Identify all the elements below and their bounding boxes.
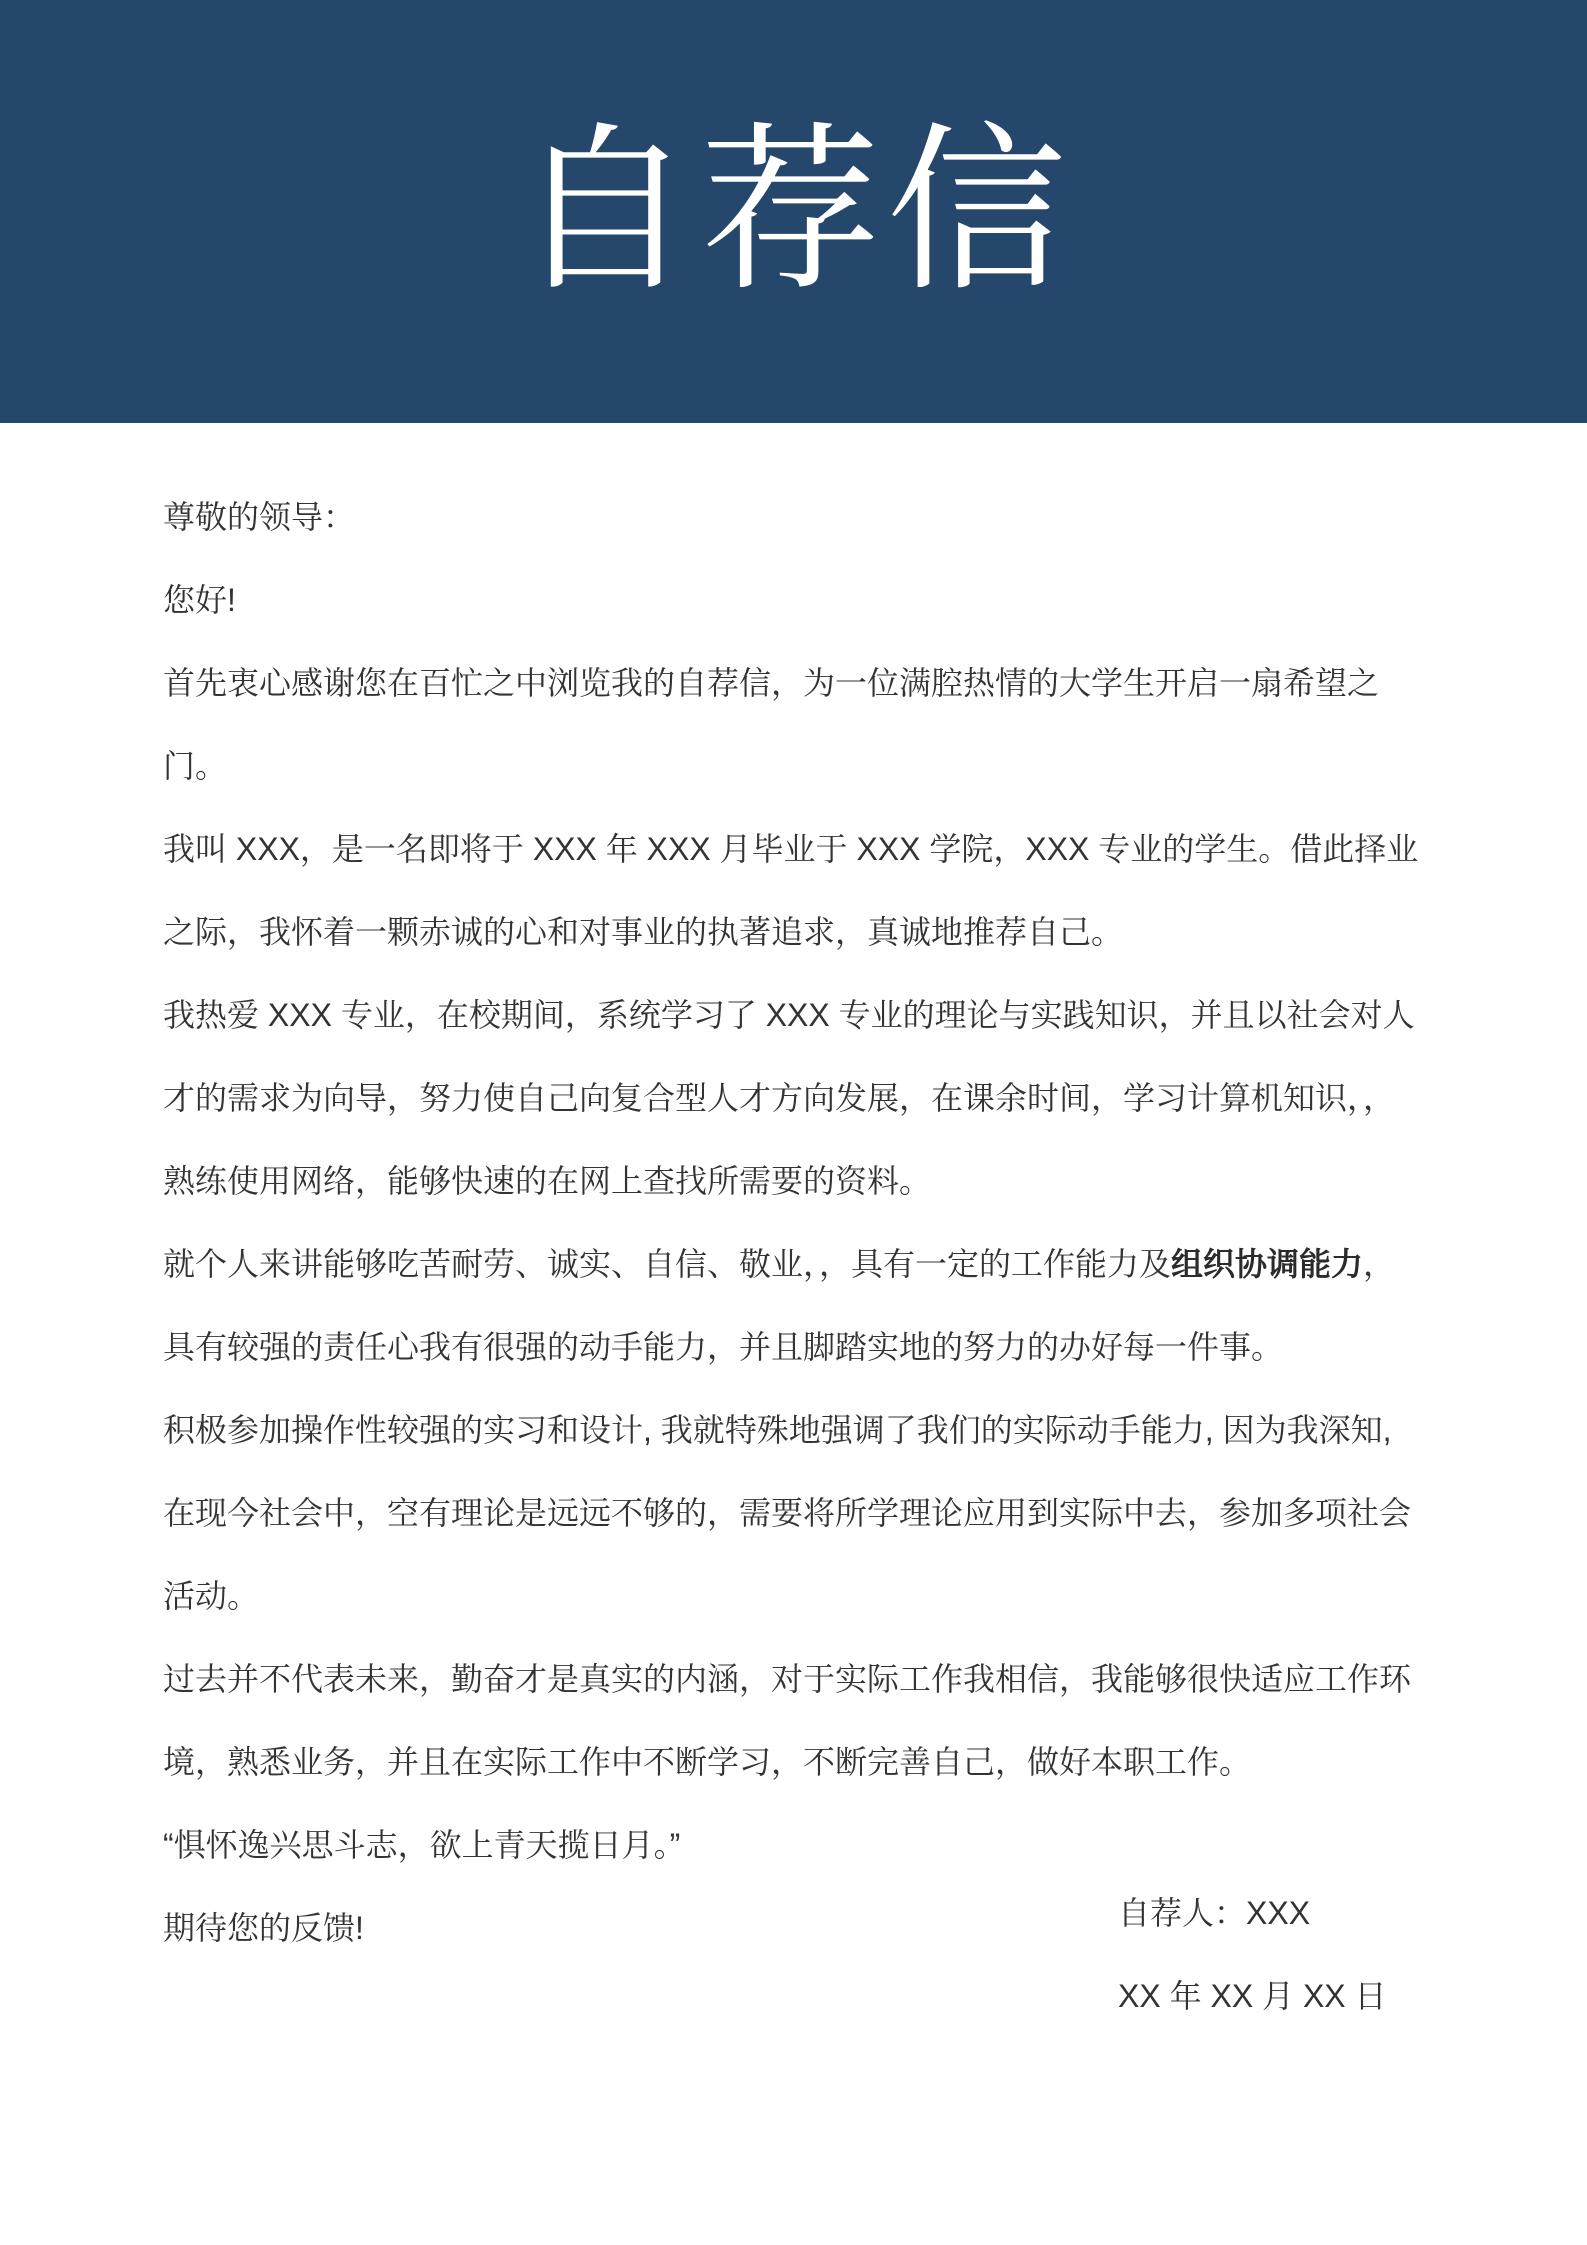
letter-line: 在现今社会中，空有理论是远远不够的，需要将所学理论应用到实际中去，参加多项社会 (163, 1495, 1412, 1531)
letter-line: 尊敬的领导： (163, 499, 356, 535)
letter-line: 期待您的反馈! (163, 1910, 364, 1946)
letter-line: 我叫 XXX，是一名即将于 XXX 年 XXX 月毕业于 XXX 学院，XXX 专业的学生。借此择业 (163, 831, 1419, 867)
letter-line: 我热爱 XXX 专业，在校期间，系统学习了 XXX 专业的理论与实践知识，并且以社会对人 (163, 997, 1415, 1033)
letter-line (163, 1223, 1487, 1306)
letter-line: 活动。 (163, 1578, 260, 1614)
line-text: ， (1363, 1246, 1396, 1282)
letter-line: 境，熟悉业务，并且在实际工作中不断学习，不断完善自己，做好本职工作。 (163, 1744, 1252, 1780)
letter-line: 具有较强的责任心我有很强的动手能力，并且脚踏实地的努力的办好每一件事。 (163, 1329, 1284, 1365)
line-text: 就个人来讲能够吃苦耐劳、诚实、自信、敬业，，具有一定的工作能力及 (163, 1246, 1172, 1282)
letter-body (0, 423, 1587, 1970)
header-band (0, 0, 1587, 423)
signature-date: XX 年 XX 月 XX 日 (1118, 1978, 1387, 2014)
letter-line: 熟练使用网络，能够快速的在网上查找所需要的资料。 (163, 1163, 932, 1199)
letter-line: 门。 (163, 748, 228, 784)
letter-line: 积极参加操作性较强的实习和设计, 我就特殊地强调了我们的实际动手能力, 因为我深知, (163, 1412, 1392, 1448)
letter-line: 过去并不代表未来，勤奋才是真实的内涵，对于实际工作我相信，我能够很快适应工作环 (163, 1661, 1412, 1697)
signature-signer: 自荐人：XXX (1118, 1895, 1311, 1931)
letter-line: 首先衷心感谢您在百忙之中浏览我的自荐信，为一位满腔热情的大学生开启一扇希望之 (163, 665, 1380, 701)
letter-line: “惧怀逸兴思斗志，欲上青天揽日月。” (163, 1827, 681, 1863)
emphasized-text: 组织协调能力 (1171, 1246, 1364, 1282)
signature-block (1118, 1872, 1387, 2038)
letter-line: 才的需求为向导，努力使自己向复合型人才方向发展，在课余时间，学习计算机知识，， (163, 1080, 1396, 1116)
page-title: 自荐信 (514, 106, 1073, 316)
letter-line: 之际，我怀着一颗赤诚的心和对事业的执著追求，真诚地推荐自己。 (163, 914, 1124, 950)
letter-line: 您好! (163, 582, 236, 618)
